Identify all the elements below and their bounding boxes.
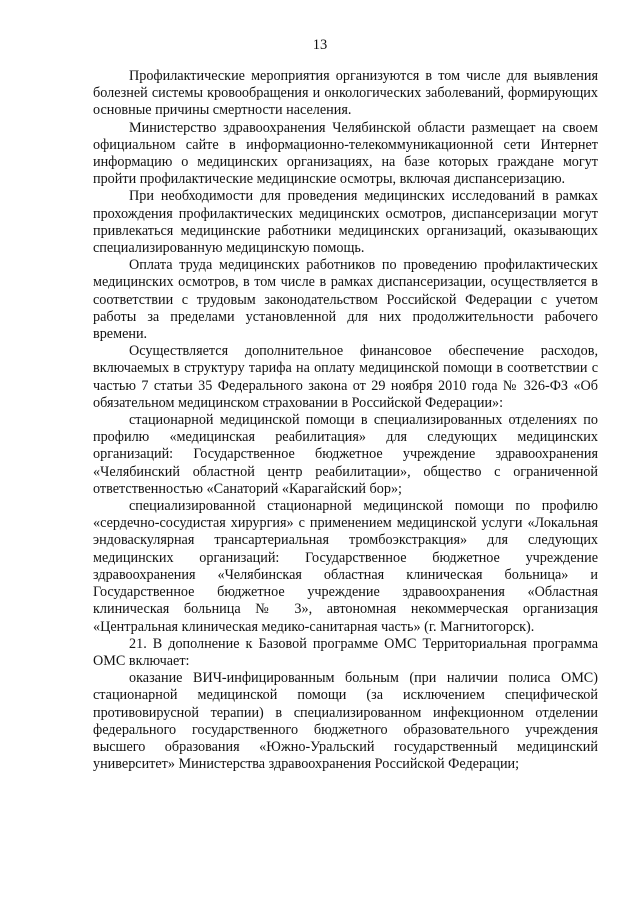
- paragraph-cardiovascular-surgery: специализированной стационарной медицинской помощи по профилю «сердечно-сосудистая хирургия» с применением медицинской услуги «Локальная эндоваскулярная трансартериальная тромбоэкстракция» для следующих медицинских организаций: Государственное бюджетное учреждение здравоохранения «Челябинская областная клиническая больница» и Государственное бюджетное учреждение здравоохранения «Областная клиническая больница № 3», автономная некоммерческая организация «Центральная клиническая медико-санитарная часть» (г. Магнитогорск).: [93, 498, 598, 635]
- paragraph-prophylactic-measures: Профилактические мероприятия организуются в том числе для выявления болезней системы кровообращения и онкологических заболеваний, формирующих основные причины смертности населения.: [93, 68, 598, 119]
- paragraph-hiv-care: оказание ВИЧ-инфицированным больным (при наличии полиса ОМС) стационарной медицинской помощи (за исключением специфической противовирусной терапии) в специализированном инфекционном отделении федерального государственного бюджетного образовательного учреждения высшего образования «Южно-Уральский государственный медицинский университет» Министерства здравоохранения Российской Федерации;: [93, 670, 598, 773]
- paragraph-specialist-involvement: При необходимости для проведения медицинских исследований в рамках прохождения профилактических медицинских осмотров, диспансеризации могут привлекаться медицинские работники медицинских организаций, оказывающих специализированную медицинскую помощь.: [93, 188, 598, 257]
- paragraph-rehabilitation-care: стационарной медицинской помощи в специализированных отделениях по профилю «медицинская реабилитация» для следующих медицинских организаций: Государственное бюджетное учреждение здравоохранения «Челябинский областной центр реабилитации», общество с ограниченной ответственностью «Санаторий «Карагайский бор»;: [93, 412, 598, 497]
- paragraph-section-21: 21. В дополнение к Базовой программе ОМС Территориальная программа ОМС включает:: [93, 635, 598, 669]
- document-body: [93, 68, 598, 773]
- paragraph-labor-payment: Оплата труда медицинских работников по проведению профилактических медицинских осмотров, в том числе в рамках диспансеризации, осуществляется в соответствии с трудовым законодательством Российской Федерации с учетом работы за пределами установленной для них продолжительности рабочего времени.: [93, 257, 598, 343]
- page-number: 13: [312, 37, 328, 53]
- paragraph-additional-financing: Осуществляется дополнительное финансовое обеспечение расходов, включаемых в структуру тарифа на оплату медицинской помощи в соответствии с частью 7 статьи 35 Федерального закона от 29 ноября 2010 года № 326-ФЗ «Об обязательном медицинском страховании в Российской Федерации»:: [93, 343, 598, 411]
- paragraph-ministry-website: Министерство здравоохранения Челябинской области размещает на своем официальном сайте в информационно-телекоммуникационной сети Интернет информацию о медицинских организациях, на базе которых граждане могут пройти профилактические медицинские осмотры, включая диспансеризацию.: [93, 119, 598, 188]
